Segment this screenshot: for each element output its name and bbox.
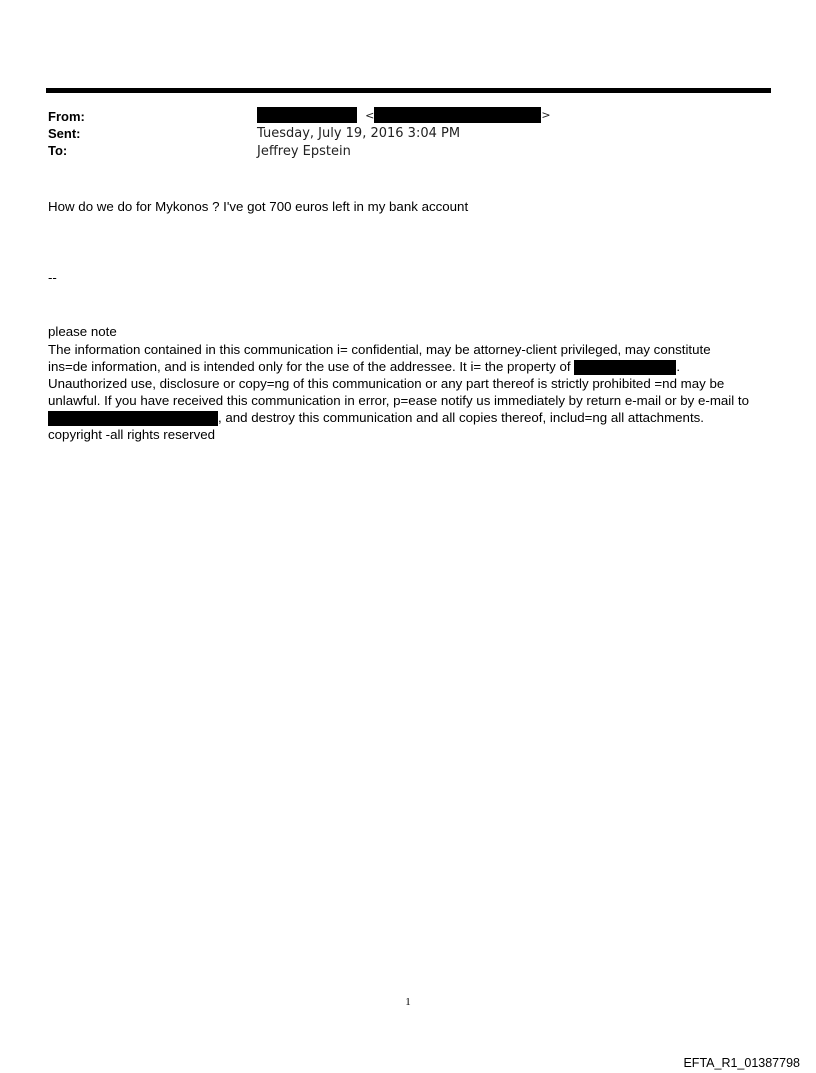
signature-separator: -- — [48, 270, 57, 285]
disclaimer-line-1: The information contained in this communication i= confidential, may be attorney-client privileged, may constitute — [48, 342, 711, 357]
sent-label: Sent: — [48, 126, 81, 141]
header-rule — [46, 88, 771, 93]
disclaimer-line-2: ins=de information, and is intended only for the use of the addressee. It i= the property of . — [48, 359, 681, 374]
from-angle-close: > — [541, 108, 551, 122]
to-value: Jeffrey Epstein — [257, 144, 351, 159]
sent-value: Tuesday, July 19, 2016 3:04 PM — [257, 126, 461, 141]
from-value — [257, 107, 551, 125]
note-title: please note — [48, 324, 117, 339]
page-number: 1 — [405, 996, 411, 1008]
to-label: To: — [48, 143, 68, 158]
disclaimer-line-4: unlawful. If you have received this communication in error, p=ease notify us immediately by return e-mail or by e-mail to — [48, 393, 749, 408]
disclaimer-line-6: copyright -all rights reserved — [48, 427, 216, 442]
redaction-contact-email — [48, 411, 218, 426]
from-angle-open: < — [365, 108, 375, 122]
message-body: How do we do for Mykonos ? I've got 700 euros left in my bank account — [48, 199, 469, 214]
redaction-sender-email — [374, 107, 541, 123]
bates-number: EFTA_R1_01387798 — [683, 1056, 800, 1070]
redaction-owner — [574, 360, 676, 375]
from-label: From: — [48, 109, 85, 124]
redaction-sender-name — [257, 107, 357, 123]
disclaimer-line-3: Unauthorized use, disclosure or copy=ng of this communication or any part thereof is strictly prohibited =nd may be — [48, 376, 725, 391]
disclaimer-line-5: , and destroy this communication and all copies thereof, includ=ng all attachments. — [48, 410, 704, 427]
